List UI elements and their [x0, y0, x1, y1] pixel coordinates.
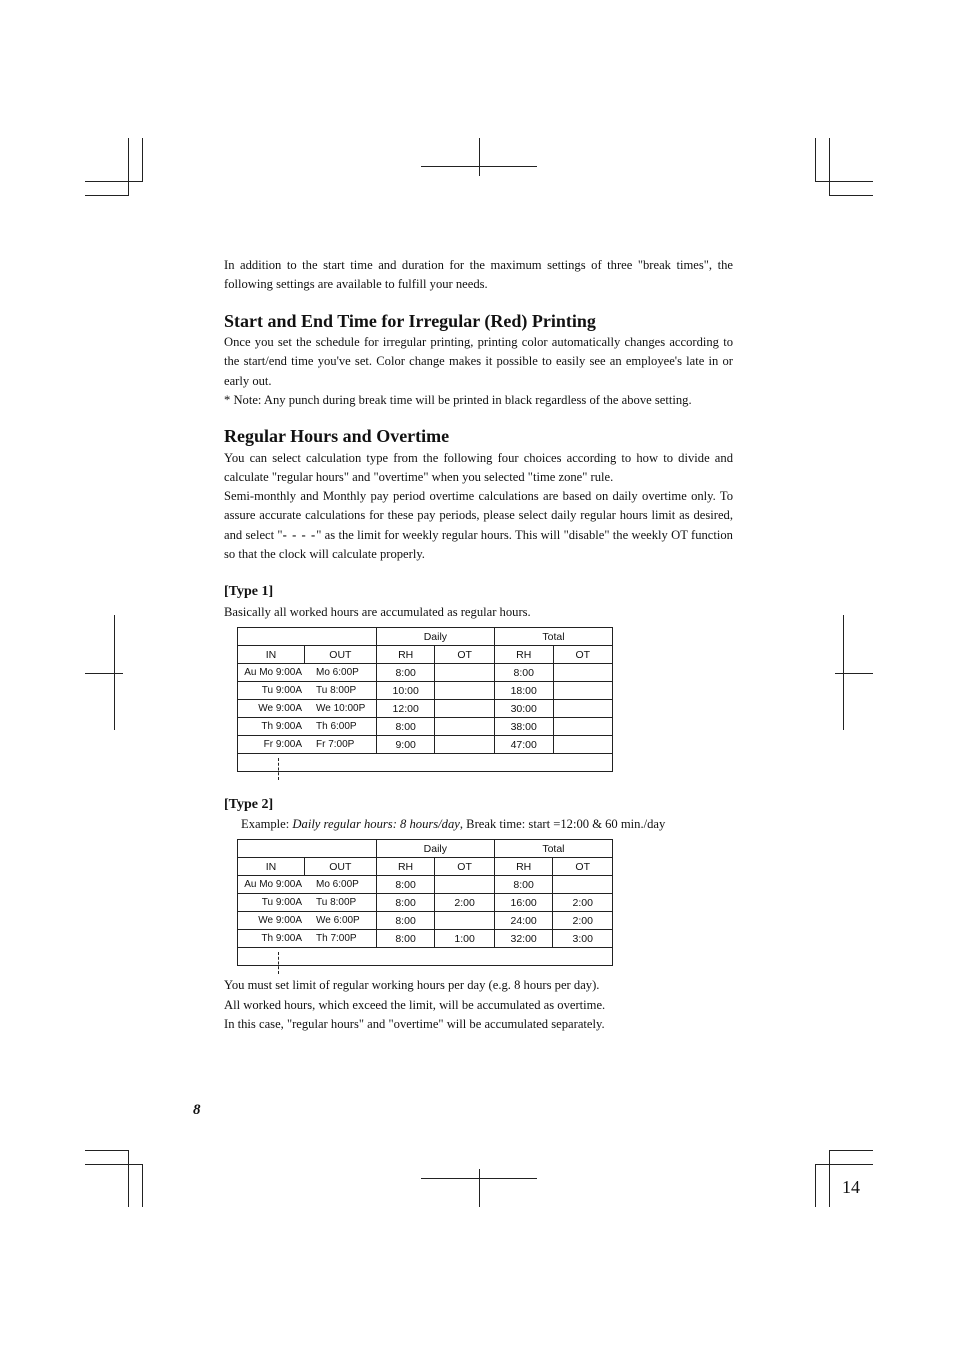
header-total-rh: RH — [494, 646, 553, 664]
header-daily-ot: OT — [435, 858, 495, 876]
continuation-dashes — [278, 758, 280, 780]
table-header-row — [238, 858, 613, 876]
header-total-ot: OT — [553, 858, 613, 876]
type2-note-1: You must set limit of regular working hours per day (e.g. 8 hours per day). — [224, 978, 600, 992]
irregular-printing-note: * Note: Any punch during break time will be printed in black regardless of the above setting. — [224, 393, 692, 407]
dash-symbol: - - - - — [282, 527, 317, 542]
section-heading-regular-overtime: Regular Hours and Overtime — [224, 426, 450, 446]
header-in: IN — [238, 646, 305, 664]
header-total-ot: OT — [553, 646, 612, 664]
table-row: We 9:00A We 6:00P 8:00 24:00 2:00 — [238, 912, 613, 930]
header-daily-rh: RH — [376, 646, 435, 664]
header-total: Total — [494, 628, 612, 646]
header-in: IN — [238, 858, 305, 876]
type1-description: Basically all worked hours are accumulated as regular hours. — [224, 605, 531, 619]
table-header-row — [238, 840, 613, 858]
header-daily-ot: OT — [435, 646, 494, 664]
page-number: 8 — [193, 1102, 201, 1118]
table-row-empty — [238, 754, 613, 772]
table-row-empty — [238, 948, 613, 966]
section-heading-irregular-printing: Start and End Time for Irregular (Red) Printing — [224, 311, 596, 331]
header-total: Total — [494, 840, 612, 858]
type1-timecard-table — [237, 627, 613, 772]
header-out: OUT — [304, 858, 376, 876]
sheet-number: 14 — [842, 1177, 860, 1197]
table-header-row — [238, 628, 613, 646]
table-row: We 9:00A We 10:00P 12:00 30:00 — [238, 700, 613, 718]
pay-period-paragraph: Semi-monthly and Monthly pay period overtime calculations are based on daily overtime only. To assure accurate calculations for these pay periods, please select daily regular hours limit as desired, and select "- - - -" as the limit for weekly regular hours. This will "disable" the weekly OT function so that the clock will calculate properly. — [224, 489, 733, 562]
table-row: Th 9:00A Th 6:00P 8:00 38:00 — [238, 718, 613, 736]
irregular-printing-paragraph: Once you set the schedule for irregular printing, printing color automatically changes according to the start/end time you've set. Color change makes it possible to easily see an employee's late in or early out. — [224, 335, 733, 388]
table-row: Tu 9:00A Tu 8:00P 8:00 2:00 16:00 2:00 — [238, 894, 613, 912]
header-daily: Daily — [376, 628, 494, 646]
header-daily-rh: RH — [376, 858, 435, 876]
type2-timecard-table — [237, 839, 613, 966]
type2-note-2: All worked hours, which exceed the limit, will be accumulated as overtime. — [224, 998, 606, 1012]
table-row: Th 9:00A Th 7:00P 8:00 1:00 32:00 3:00 — [238, 930, 613, 948]
header-total-rh: RH — [494, 858, 553, 876]
regular-overtime-paragraph: You can select calculation type from the following four choices according to how to divide and calculate "regular hours" and "overtime" when you selected "time zone" rule. — [224, 451, 733, 485]
type2-label: [Type 2] — [224, 797, 274, 812]
type1-label: [Type 1] — [224, 584, 274, 599]
type2-note-3: In this case, "regular hours" and "overtime" will be accumulated separately. — [224, 1017, 605, 1031]
type2-example: Example: Daily regular hours: 8 hours/day, Break time: start =12:00 & 60 min./day — [241, 817, 666, 831]
intro-paragraph: In addition to the start time and duration for the maximum settings of three "break times", the following settings are available to fulfill your needs. — [224, 258, 733, 292]
table-header-row — [238, 646, 613, 664]
table-row: Au Mo 9:00A Mo 6:00P 8:00 8:00 — [238, 664, 613, 682]
header-out: OUT — [304, 646, 376, 664]
continuation-dashes — [278, 952, 280, 974]
table-row: Fr 9:00A Fr 7:00P 9:00 47:00 — [238, 736, 613, 754]
header-daily: Daily — [376, 840, 494, 858]
table-row: Tu 9:00A Tu 8:00P 10:00 18:00 — [238, 682, 613, 700]
table-row: Au Mo 9:00A Mo 6:00P 8:00 8:00 — [238, 876, 613, 894]
